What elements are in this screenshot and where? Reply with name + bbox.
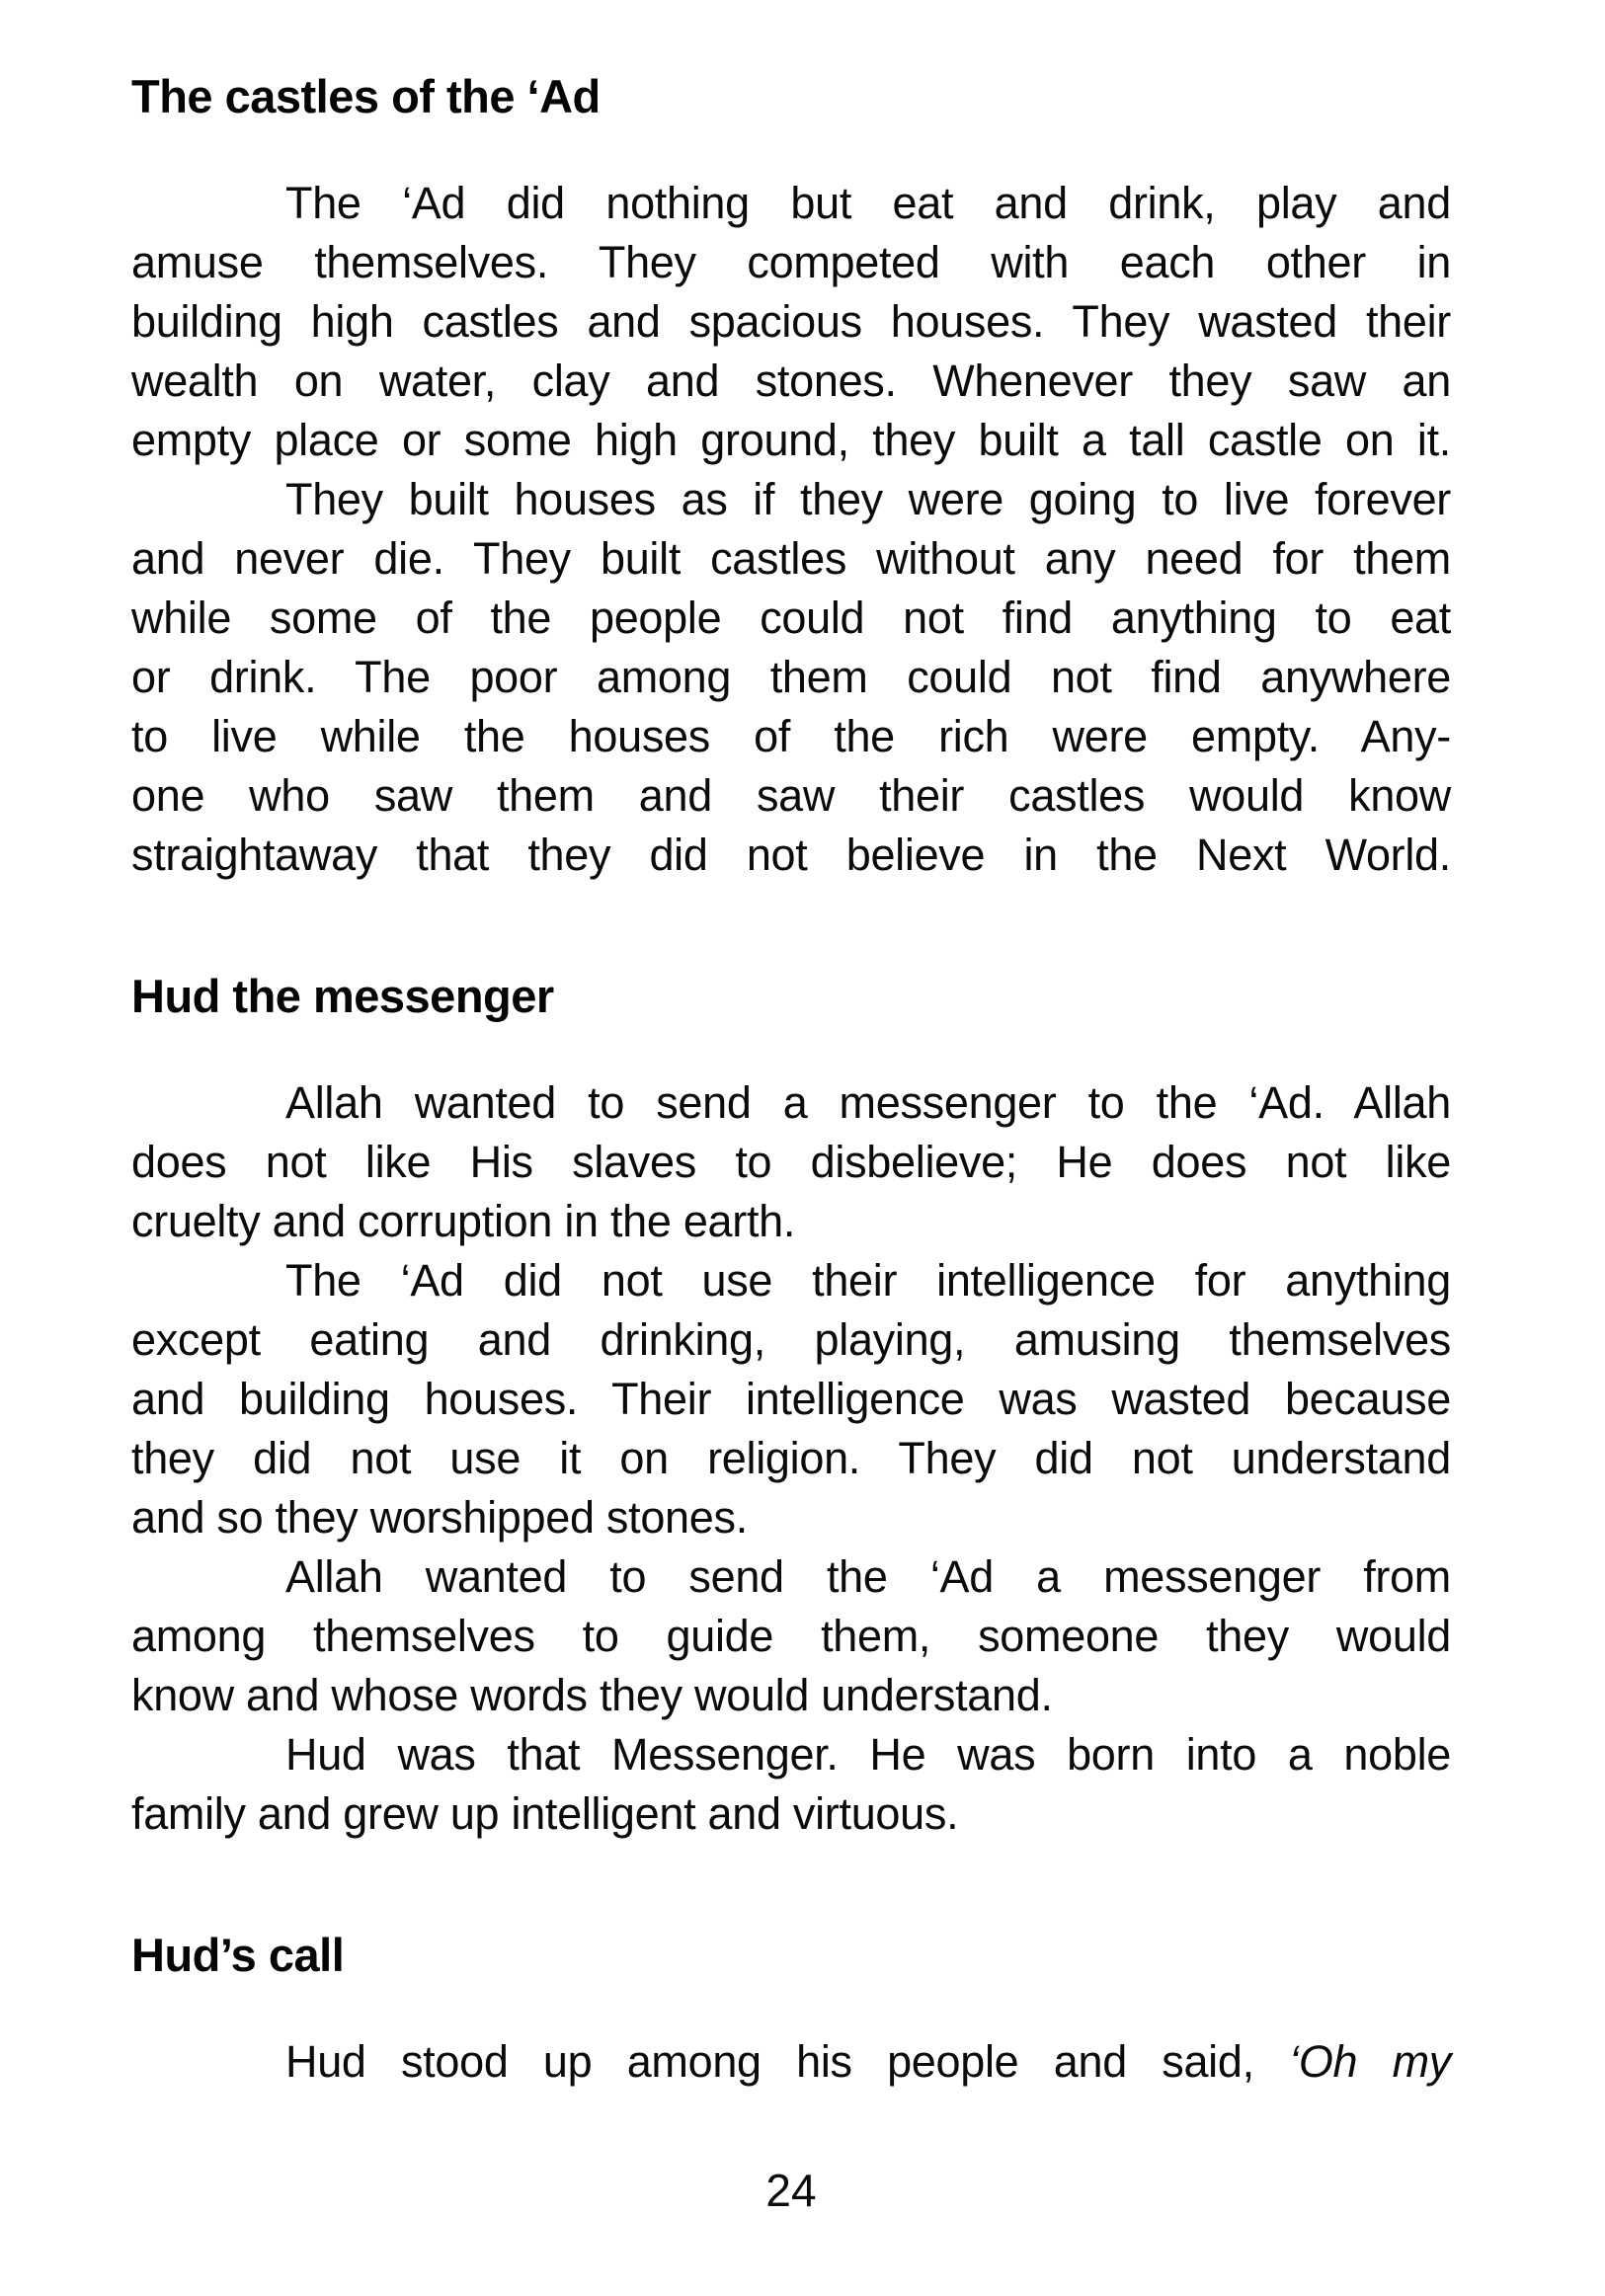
text-line xyxy=(131,470,1451,529)
text-line xyxy=(131,1251,1451,1310)
text-segment: know and whose words they would understand. xyxy=(131,1670,1053,1720)
paragraph xyxy=(131,2032,1451,2092)
text-segment: cruelty and corruption in the earth. xyxy=(131,1196,796,1246)
text-line xyxy=(131,1607,1451,1666)
text-segment: they did not use it on religion. They did not understand xyxy=(131,1433,1451,1483)
paragraph xyxy=(131,1547,1451,1725)
text-segment: The ‘Ad did not use their intelligence for anything xyxy=(285,1255,1451,1306)
text-line xyxy=(131,1310,1451,1370)
paragraph xyxy=(131,174,1451,470)
text-segment: family and grew up intelligent and virtuous. xyxy=(131,1788,959,1839)
section xyxy=(131,69,1451,885)
text-line xyxy=(131,352,1451,411)
page-content xyxy=(131,69,1451,2092)
section xyxy=(131,969,1451,1844)
text-segment: Hud stood up among his people and said, xyxy=(285,2036,1290,2087)
text-line xyxy=(131,233,1451,292)
text-line xyxy=(131,2032,1451,2092)
text-line xyxy=(131,1073,1451,1133)
page-number: 24 xyxy=(765,2165,817,2216)
text-line xyxy=(131,1370,1451,1429)
text-line xyxy=(131,174,1451,233)
text-segment: to live while the houses of the rich were empty. Any- xyxy=(131,711,1451,761)
text-segment: They built houses as if they were going to live forever xyxy=(285,474,1451,524)
text-segment: amuse themselves. They competed with each other in xyxy=(131,237,1451,287)
text-segment: straightaway that they did not believe in the Next World. xyxy=(131,830,1451,880)
text-line xyxy=(131,1725,1451,1784)
text-segment: among themselves to guide them, someone they would xyxy=(131,1611,1451,1661)
italic-quote-text: ‘Oh my xyxy=(1289,2036,1452,2087)
text-line xyxy=(131,1666,1451,1725)
text-line xyxy=(131,1429,1451,1488)
text-line xyxy=(131,766,1451,826)
text-segment: and never die. They built castles without any need for them xyxy=(131,533,1451,584)
text-segment: and building houses. Their intelligence was wasted because xyxy=(131,1374,1451,1424)
paragraph xyxy=(131,1251,1451,1547)
text-line xyxy=(131,1192,1451,1251)
text-line xyxy=(131,707,1451,766)
text-segment: Allah wanted to send a messenger to the ‘Ad. Allah xyxy=(285,1077,1451,1128)
text-segment: and so they worshipped stones. xyxy=(131,1492,748,1543)
text-segment: one who saw them and saw their castles would know xyxy=(131,770,1451,821)
text-line xyxy=(131,411,1451,470)
text-segment: does not like His slaves to disbelieve; He does not like xyxy=(131,1137,1451,1187)
text-segment: wealth on water, clay and stones. Whenever they saw an xyxy=(131,356,1451,406)
text-segment: Allah wanted to send the ‘Ad a messenger from xyxy=(285,1551,1451,1602)
text-segment: except eating and drinking, playing, amusing themselves xyxy=(131,1314,1451,1365)
paragraph xyxy=(131,1725,1451,1844)
text-segment: Hud was that Messenger. He was born into a noble xyxy=(285,1729,1451,1780)
text-line xyxy=(131,529,1451,589)
text-line xyxy=(131,1547,1451,1607)
section xyxy=(131,1928,1451,2092)
text-line xyxy=(131,589,1451,648)
paragraph xyxy=(131,1073,1451,1251)
text-line xyxy=(131,826,1451,885)
text-line xyxy=(131,648,1451,707)
section-heading: Hud’s call xyxy=(131,1929,345,1981)
text-segment: The ‘Ad did nothing but eat and drink, play and xyxy=(285,178,1451,228)
text-segment: empty place or some high ground, they built a tall castle on it. xyxy=(131,415,1451,465)
paragraph xyxy=(131,470,1451,885)
text-segment: while some of the people could not find anything to eat xyxy=(131,593,1451,643)
text-line xyxy=(131,1488,1451,1547)
text-segment: or drink. The poor among them could not find anywhere xyxy=(131,652,1451,702)
text-line xyxy=(131,1133,1451,1192)
text-segment: building high castles and spacious houses. They wasted their xyxy=(131,296,1451,347)
section-heading: The castles of the ‘Ad xyxy=(131,70,601,122)
section-heading: Hud the messenger xyxy=(131,970,554,1022)
text-line xyxy=(131,1784,1451,1844)
text-line xyxy=(131,292,1451,352)
